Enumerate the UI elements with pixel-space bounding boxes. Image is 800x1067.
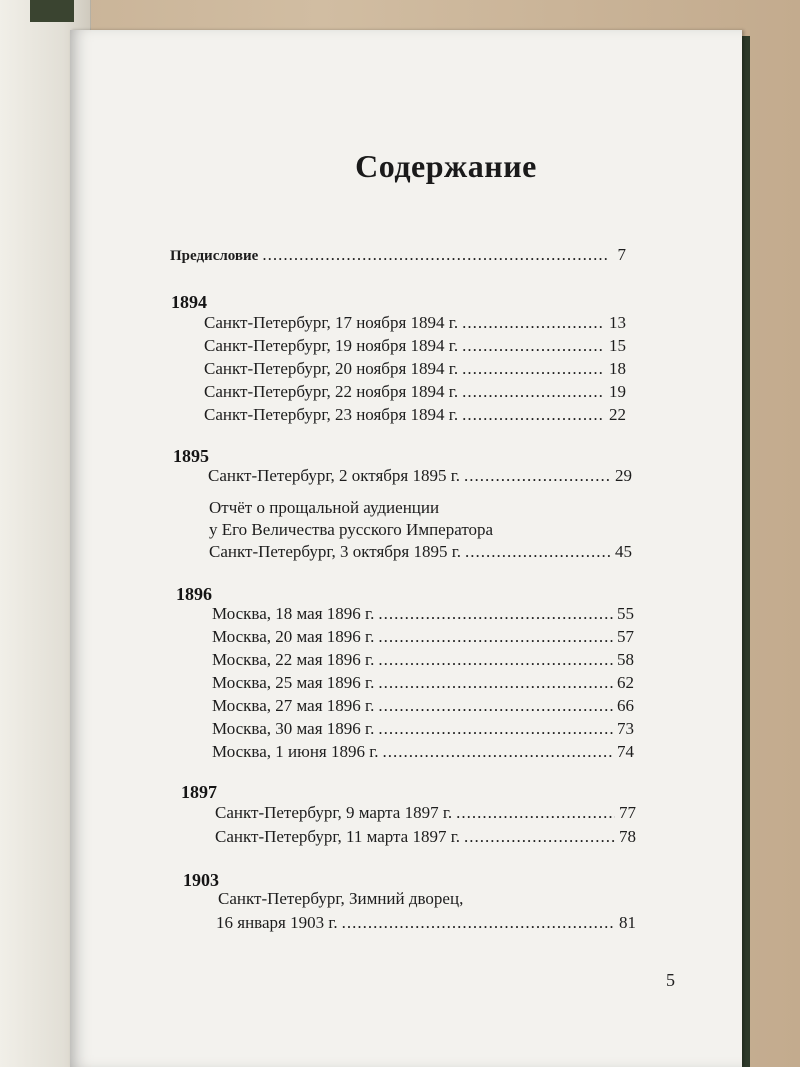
toc-year: 1895 <box>173 446 209 466</box>
toc-entry <box>204 405 626 425</box>
toc-leader <box>462 336 605 356</box>
toc-entry-title-line: у Его Величества русского Императора <box>209 520 494 539</box>
toc-entry-text: Москва, 25 мая 1896 г. <box>212 673 375 692</box>
toc-entry-text: Москва, 18 мая 1896 г. <box>212 604 375 623</box>
toc-page-number: 15 <box>609 336 626 355</box>
toc-entry <box>215 827 636 847</box>
toc-year: 1894 <box>171 292 207 312</box>
toc-entry-text: 16 января 1903 г. <box>216 913 338 932</box>
toc-entry <box>204 313 626 333</box>
toc-entry-text: Предисловие <box>170 248 259 264</box>
toc-entry-text: Москва, 1 июня 1896 г. <box>212 742 379 761</box>
toc-leader <box>378 604 613 624</box>
toc-leader <box>462 313 605 333</box>
toc-page-number: 74 <box>617 742 634 761</box>
toc-entry <box>212 627 634 647</box>
toc-leader <box>383 742 613 762</box>
toc-entry-title-line: Санкт-Петербург, Зимний дворец, <box>218 889 464 908</box>
toc-entry <box>204 336 626 356</box>
toc-leader <box>378 627 613 647</box>
toc-entry-text: Москва, 27 мая 1896 г. <box>212 696 375 715</box>
toc-entry-text: Санкт-Петербург, 20 ноября 1894 г. <box>204 359 459 378</box>
toc-page-number: 58 <box>617 650 634 669</box>
toc-leader <box>464 827 615 847</box>
toc-entry-text: Москва, 22 мая 1896 г. <box>212 650 375 669</box>
toc-leader <box>378 696 613 716</box>
toc-page-number: 55 <box>617 604 634 623</box>
toc-page-number: 77 <box>619 803 636 822</box>
toc-leader <box>378 719 613 739</box>
toc-leader <box>378 673 613 693</box>
page-number: 5 <box>666 970 675 990</box>
toc-entry <box>215 803 636 823</box>
toc-entry-text: Санкт-Петербург, 3 октября 1895 г. <box>209 542 462 561</box>
toc-entry <box>208 466 632 486</box>
toc-leader <box>262 245 608 265</box>
toc-entry-text: Санкт-Петербург, 2 октября 1895 г. <box>208 466 461 485</box>
toc-entry <box>216 913 636 933</box>
toc-leader <box>378 650 613 670</box>
toc-entry-text: Москва, 20 мая 1896 г. <box>212 627 375 646</box>
toc-leader <box>462 405 605 425</box>
toc-year: 1903 <box>183 870 219 890</box>
book-page <box>70 30 742 1067</box>
toc-entry-text: Москва, 30 мая 1896 г. <box>212 719 375 738</box>
toc-entry-text: Санкт-Петербург, 9 марта 1897 г. <box>215 803 453 822</box>
toc-year: 1897 <box>181 782 217 802</box>
toc-entry <box>212 742 634 762</box>
toc-leader <box>465 542 611 562</box>
toc-entry <box>212 650 634 670</box>
toc-leader <box>462 359 605 379</box>
toc-leader <box>464 466 611 486</box>
toc-page-number: 7 <box>617 245 626 264</box>
toc-entry <box>212 604 634 624</box>
toc-entry <box>212 719 634 739</box>
toc-page-number: 62 <box>617 673 634 692</box>
toc-page-number: 22 <box>609 405 626 424</box>
toc-page-number: 19 <box>609 382 626 401</box>
toc-page-number: 45 <box>615 542 632 561</box>
toc-page-number: 57 <box>617 627 634 646</box>
toc-entry-text: Санкт-Петербург, 22 ноября 1894 г. <box>204 382 459 401</box>
toc-entry <box>212 673 634 693</box>
toc-entry <box>209 542 632 562</box>
toc-entry-text: Санкт-Петербург, 17 ноября 1894 г. <box>204 313 459 332</box>
toc-entry-text: Санкт-Петербург, 11 марта 1897 г. <box>215 827 461 846</box>
toc-leader <box>456 803 615 823</box>
toc-page-number: 73 <box>617 719 634 738</box>
page-title: Содержание <box>355 148 537 184</box>
toc-entry <box>204 359 626 379</box>
toc-entry <box>212 696 634 716</box>
toc-entry-text: Санкт-Петербург, 23 ноября 1894 г. <box>204 405 459 424</box>
toc-year: 1896 <box>176 584 212 604</box>
toc-entry-title-line: Отчёт о прощальной аудиенции <box>209 498 440 517</box>
toc-leader <box>462 382 605 402</box>
toc-page-number: 81 <box>619 913 636 932</box>
toc-entry-text: Санкт-Петербург, 19 ноября 1894 г. <box>204 336 459 355</box>
toc-entry <box>204 382 626 402</box>
toc-page-number: 18 <box>609 359 626 378</box>
cover-edge <box>30 0 74 22</box>
toc-page-number: 66 <box>617 696 634 715</box>
toc-preface <box>170 245 626 266</box>
toc-page-number: 13 <box>609 313 626 332</box>
toc-page-number: 78 <box>619 827 636 846</box>
toc-leader <box>342 913 615 933</box>
toc-page-number: 29 <box>615 466 632 485</box>
